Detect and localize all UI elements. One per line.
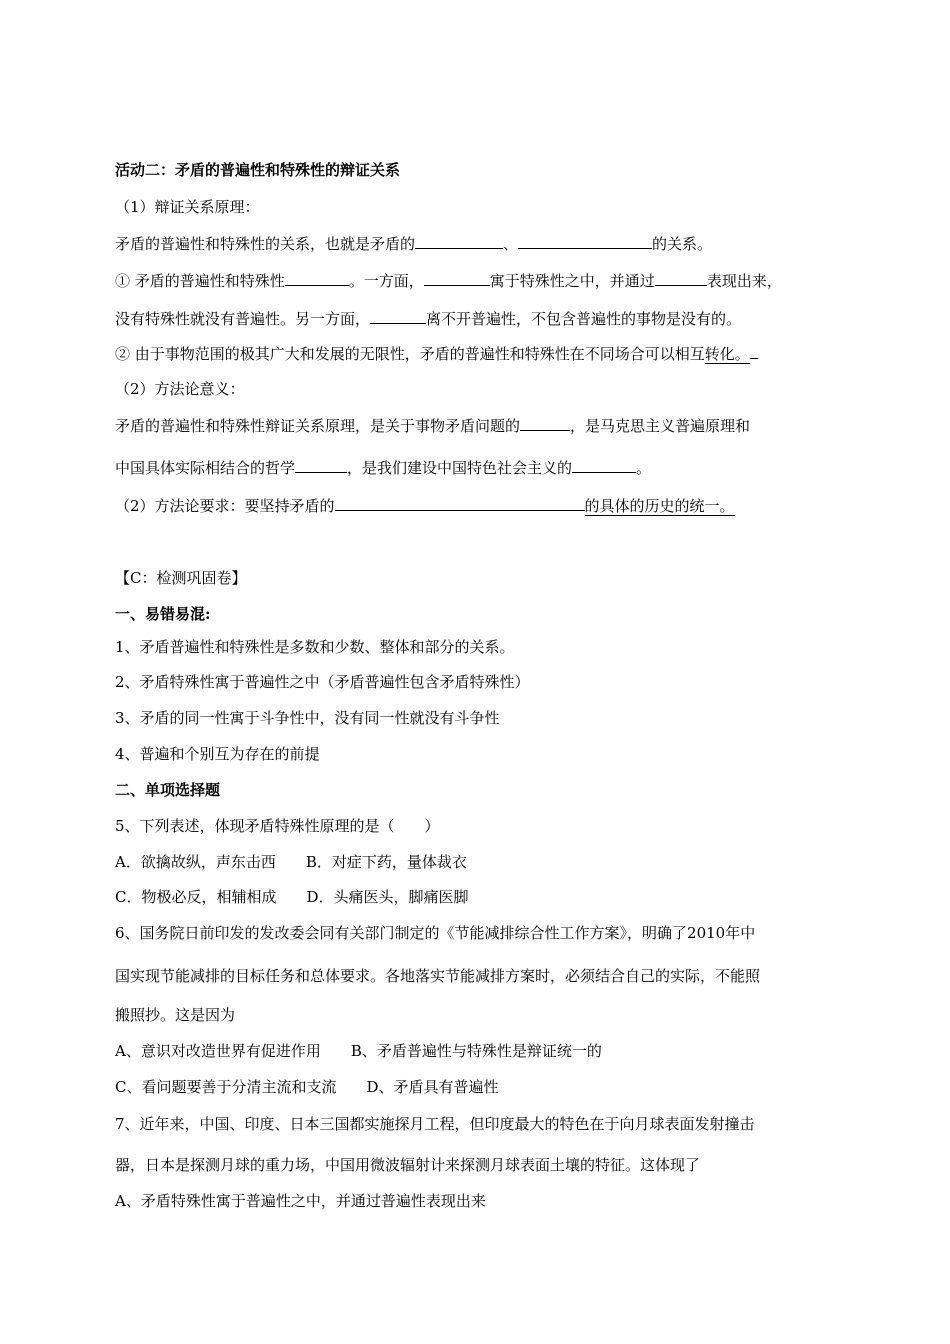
fill-blank <box>750 343 758 359</box>
text-span: 离不开普遍性，不包含普遍性的事物是没有的。 <box>426 310 742 328</box>
question-7-line-2: 器，日本是探测月球的重力场，中国用微波辐射计来探测月球表面土壤的特征。这体现了 <box>115 1156 701 1174</box>
text-span: 。 <box>697 235 713 253</box>
question-6-line-1: 6、国务院日前印发的发改委会同有关部门制定的《节能减排综合性工作方案》，明确了2010年中 <box>115 924 756 942</box>
fill-blank <box>655 270 707 286</box>
question-5-options-ab: A．欲擒故纵，声东击西 B．对症下药，量体裁衣 <box>115 853 467 871</box>
text-span: ② 由于事物范围的极其广大和发展的无限性，矛盾的普遍性和特殊性在不同场合可以相互 <box>115 345 705 363</box>
part2-title: 二、单项选择题 <box>115 781 221 799</box>
fill-blank <box>518 233 652 249</box>
fill-blank <box>295 457 347 473</box>
question-7-line-1: 7、近年来，中国、印度、日本三国都实施探月工程，但印度最大的特色在于向月球表面发射撞击 <box>115 1115 755 1133</box>
text-span: ① 矛盾的普遍性和特殊性 <box>115 272 285 290</box>
list-item: 4、普遍和个别互为存在的前提 <box>115 745 320 763</box>
text-span: 的关系 <box>652 235 698 253</box>
text-span: 。一方面， <box>348 272 424 290</box>
text-span: 表现出来， <box>706 272 782 290</box>
text-span: 矛盾的普遍性和特殊性辩证关系原理，是关于事物矛盾问题的 <box>115 417 521 435</box>
s1-paragraph-2 <box>115 270 782 291</box>
section3-requirement <box>115 495 735 516</box>
s1-paragraph-3 <box>115 308 741 329</box>
text-span: 寓于特殊性之中，并通过 <box>489 272 655 290</box>
fill-blank <box>415 233 503 249</box>
text-span: （2）方法论要求：要坚持矛盾的 <box>115 497 335 515</box>
question-6-options-cd: C、看问题要善于分清主流和支流 D、矛盾具有普遍性 <box>115 1078 499 1096</box>
fill-blank <box>572 457 636 473</box>
section1-heading: （1）辩证关系原理： <box>115 198 260 216</box>
list-item: 3、矛盾的同一性寓于斗争性中，没有同一性就没有斗争性 <box>115 709 500 727</box>
fill-blank <box>424 270 490 286</box>
question-7-option-a: A、矛盾特殊性寓于普遍性之中，并通过普遍性表现出来 <box>115 1192 486 1210</box>
text-span: 矛盾的普遍性和特殊性的关系，也就是矛盾的 <box>115 235 416 253</box>
fill-blank <box>520 415 570 431</box>
list-item: 2、矛盾特殊性寓于普遍性之中（矛盾普遍性包含矛盾特殊性） <box>115 673 530 691</box>
question-5: 5、下列表述，体现矛盾特殊性原理的是（ ） <box>115 817 440 835</box>
question-5-options-cd: C．物极必反，相辅相成 D．头痛医头，脚痛医脚 <box>115 888 469 906</box>
fill-blank <box>285 270 349 286</box>
question-6-line-2: 国实现节能减排的目标任务和总体要求。各地落实节能减排方案时，必须结合自己的实际，不能照 <box>115 967 761 985</box>
list-item: 1、矛盾普遍性和特殊性是多数和少数、整体和部分的关系。 <box>115 638 515 656</box>
part1-title: 一、易错易混: <box>115 605 211 623</box>
fill-blank <box>335 495 585 511</box>
text-span: 没有特殊性就没有普遍性。另一方面， <box>115 310 371 328</box>
text-span: ，是马克思主义普遍原理和 <box>570 417 751 435</box>
s2-paragraph-2 <box>115 457 651 478</box>
s2-paragraph-1 <box>115 415 750 436</box>
text-span: 转化。 <box>704 345 750 363</box>
activity2-title: 活动二：矛盾的普遍性和特殊性的辩证关系 <box>115 161 401 179</box>
fill-blank <box>370 308 426 324</box>
question-6-line-3: 搬照抄。这是因为 <box>115 1006 236 1024</box>
text-span: 。 <box>636 459 652 477</box>
text-span: 、 <box>503 235 519 253</box>
text-span: 中国具体实际相结合的哲学 <box>115 459 296 477</box>
text-span: ，是我们建设中国特色社会主义的 <box>347 459 573 477</box>
text-span: 的具体的历史的统一。 <box>584 497 735 515</box>
s1-paragraph-1 <box>115 233 712 254</box>
question-6-options-ab: A、意识对改造世界有促进作用 B、矛盾普遍性与特殊性是辩证统一的 <box>115 1042 602 1060</box>
section2-heading: （2）方法论意义： <box>115 380 245 398</box>
s1-paragraph-4 <box>115 343 758 364</box>
section-c-title: 【C：检测巩固卷】 <box>115 569 247 587</box>
